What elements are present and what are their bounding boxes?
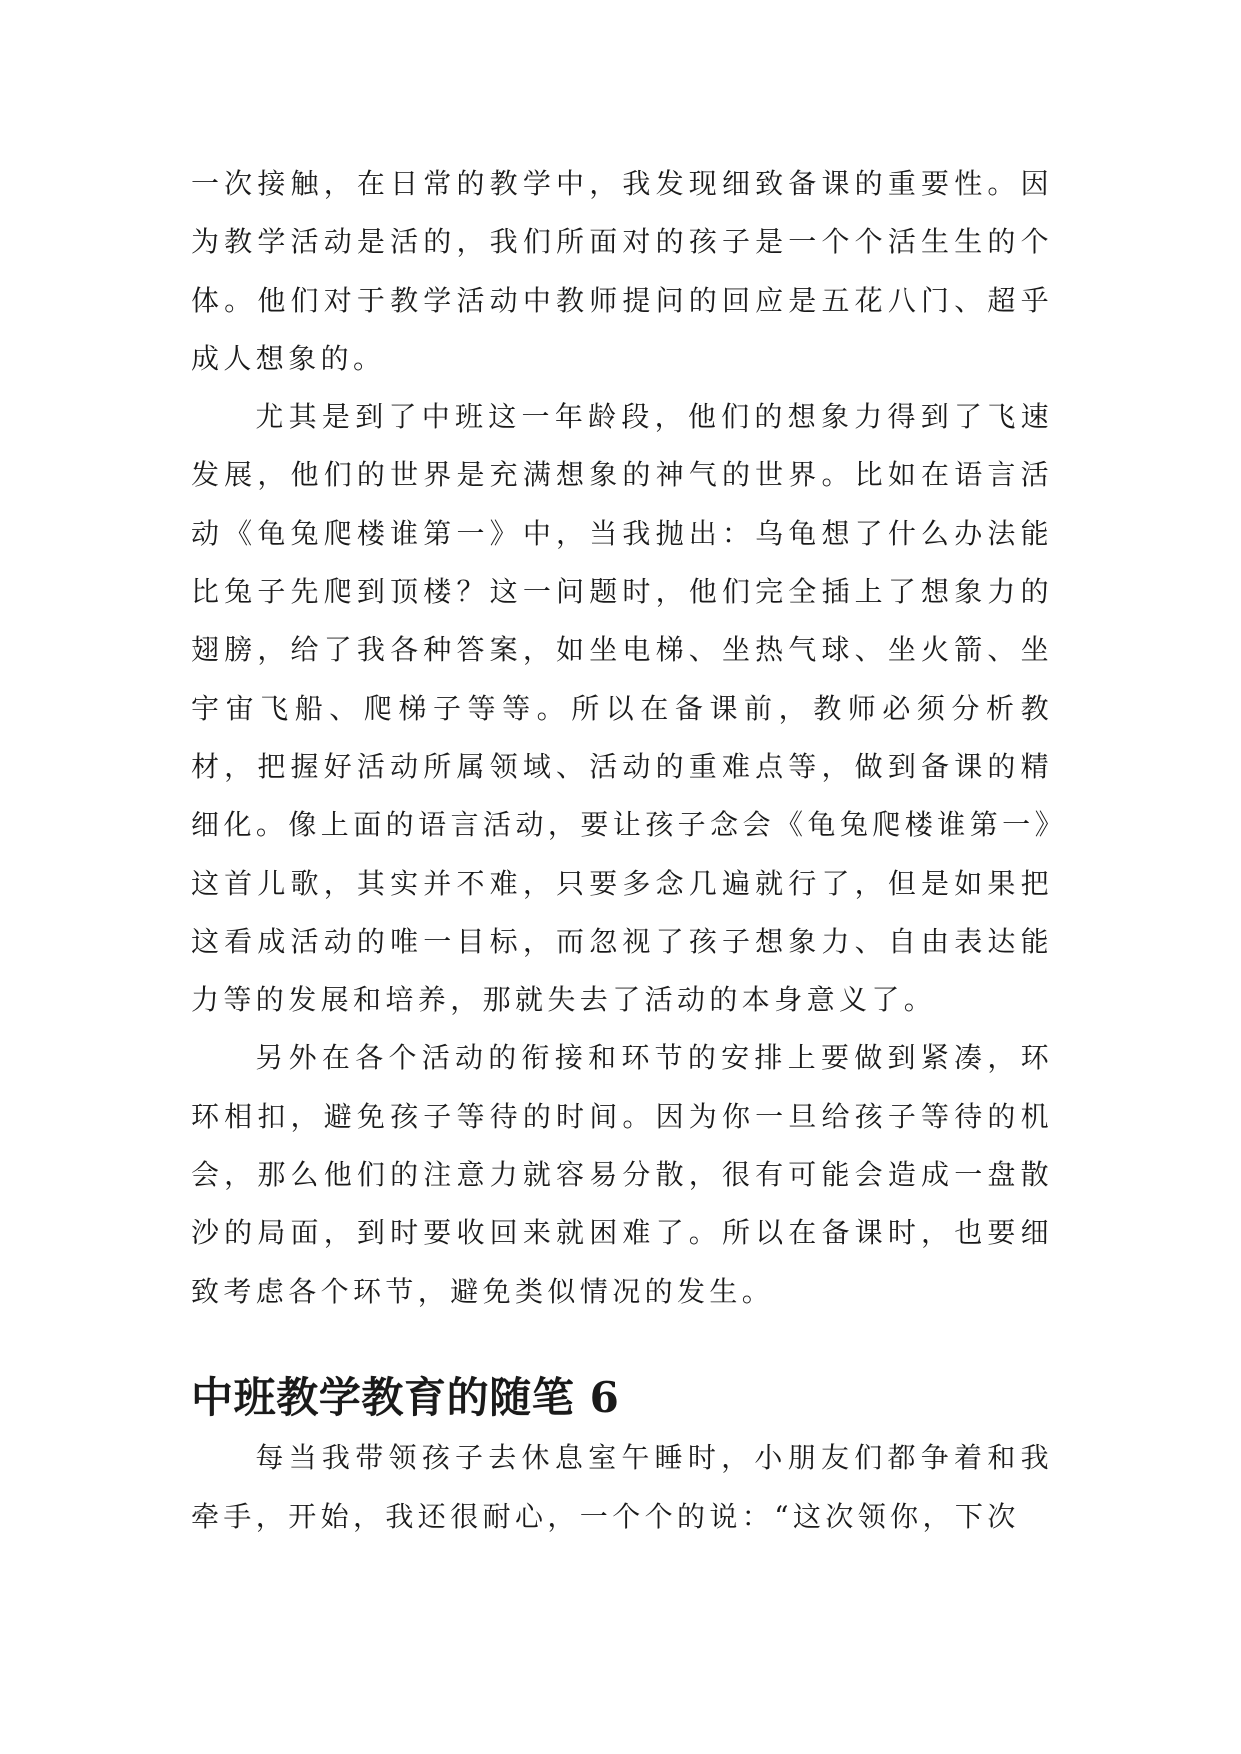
paragraph: 尤其是到了中班这一年龄段，他们的想象力得到了飞速发展，他们的世界是充满想象的神气的世界。比如在语言活动《龟兔爬楼谁第一》中，当我抛出：乌龟想了什么办法能比兔子先爬到顶楼？这一问题时，他们完全插上了想象力的翅膀，给了我各种答案，如坐电梯、坐热气球、坐火箭、坐宇宙飞船、爬梯子等等。所以在备课前，教师必须分析教材，把握好活动所属领域、活动的重难点等，做到备课的精细化。像上面的语言活动，要让孩子念会《龟兔爬楼谁第一》这首儿歌，其实并不难，只要多念几遍就行了，但是如果把这看成活动的唯一目标，而忽视了孩子想象力、自由表达能力等的发展和培养，那就失去了活动的本身意义了。	[191, 400, 1053, 1017]
paragraph: 每当我带领孩子去休息室午睡时，小朋友们都争着和我牵手，开始，我还很耐心，一个个的说：“这次领你，下次	[191, 1441, 1053, 1533]
section-heading: 中班教学教育的随笔 6	[191, 1373, 620, 1422]
document-body-continued	[191, 155, 1053, 1321]
section-6	[191, 1369, 1053, 1546]
paragraph-continued: 一次接触，在日常的教学中，我发现细致备课的重要性。因为教学活动是活的，我们所面对的孩子是一个个活生生的个体。他们对于教学活动中教师提问的回应是五花八门、超乎成人想象的。	[191, 167, 1053, 375]
paragraph: 另外在各个活动的衔接和环节的安排上要做到紧凑，环环相扣，避免孩子等待的时间。因为你一旦给孩子等待的机会，那么他们的注意力就容易分散，很有可能会造成一盘散沙的局面，到时要收回来就困难了。所以在备课时，也要细致考虑各个环节，避免类似情况的发生。	[191, 1041, 1053, 1308]
